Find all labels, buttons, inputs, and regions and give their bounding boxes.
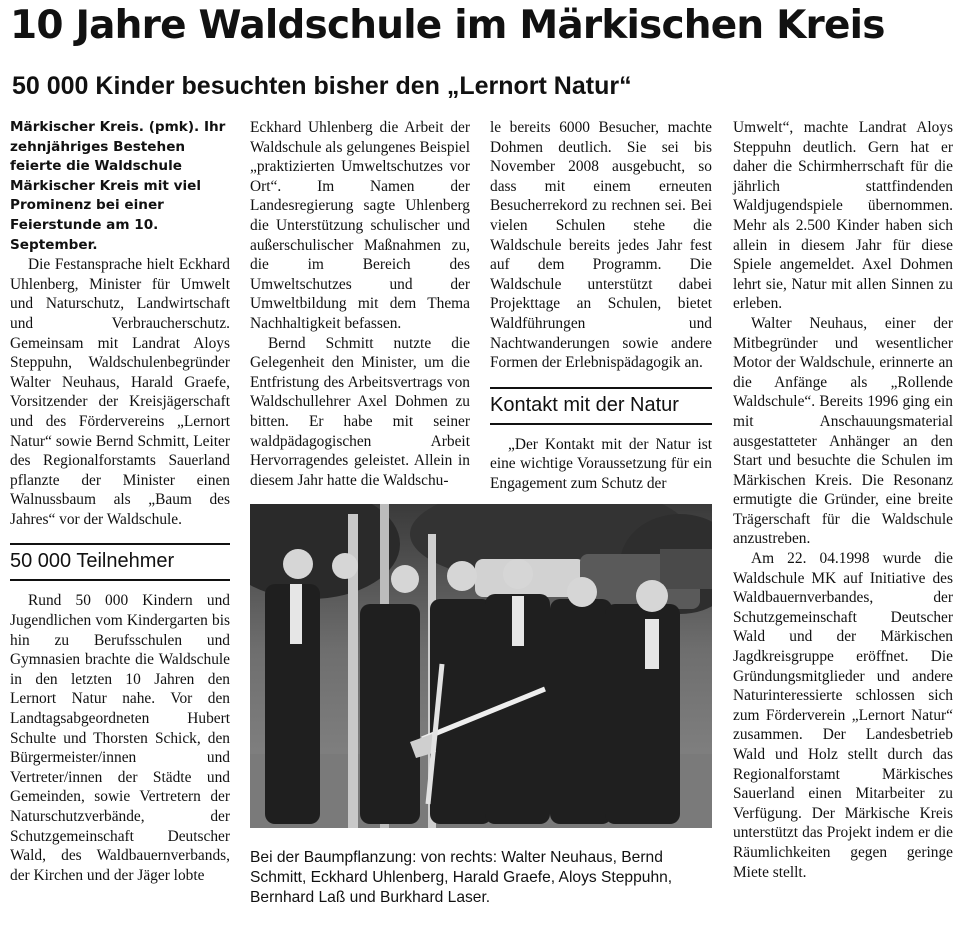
column-2 (250, 118, 470, 490)
body-paragraph: Umwelt“, machte Landrat Aloys Steppuhn deutlich. Gern hat er daher die Schirmherrschaft für die jährlich stattfindenden Waldjugendspiele übernommen. Mehr als 2.500 Kinder haben sich allein in diesem Jahr für diese Spiele angemeldet. Axel Dohmen lehrt sie, Natur mit allen Sinnen zu erleben. (733, 119, 953, 313)
section-heading-kontakt: Kontakt mit der Natur (490, 387, 712, 425)
body-paragraph: Rund 50 000 Kindern und Jugendlichen vom Kindergarten bis hin zu Berufsschulen und Gymnasien brachte die Waldschule in den letzten 10 Jahren den Lernort Natur nahe. Vor den Landtagsabgeordneten Hubert Schulte und Thorsten Schick, den Bürgermeister/innen und Vertreter/innen der Städte und Gemeinden, sowie Vertretern der Naturschutzverbände, der Schutzgemeinschaft Deutscher Wald, des Waldbauernverbands, der Kirchen und der Jäger lobte (10, 592, 230, 884)
body-paragraph: „Der Kontakt mit der Natur ist eine wichtige Voraussetzung für ein Engagement zum Schutz der (490, 435, 712, 492)
headline: 10 Jahre Waldschule im Märkischen Kreis (10, 3, 885, 48)
body-paragraph: Eckhard Uhlenberg die Arbeit der Waldschule als gelungenes Beispiel „praktizierten Umweltschutzes vor Ort“. Im Namen der Landesregierung sagte Uhlenberg die Unterstützung schulischer und außerschulischer Maßnahmen zu, die im Bereich des Umweltschutzes und der Umweltbildung mit dem Thema Nachhaltigkeit befassen. (250, 119, 470, 332)
section-heading-teilnehmer: 50 000 Teilnehmer (10, 543, 230, 581)
body-paragraph: Am 22. 04.1998 wurde die Waldschule MK auf Initiative des Waldbauernverbandes, der Schutzgemeinschaft Deutscher Wald und der Märkischen Jagdkreisgruppe eröffnet. Die Gründungsmitglieder und andere Naturinteressierte schlossen sich zum Förderverein „Lernort Natur“ zusammen. Der Landesbetrieb Wald und Holz stellt durch das Regionalforstamt Märkisches Sauerland einen Mitarbeiter zu Verfügung. Der Märkische Kreis unterstützt das Projekt indem er die Räumlichkeiten gegen geringe Miete stellt. (733, 550, 953, 881)
photo-caption: Bei der Baumpflanzung: von rechts: Walter Neuhaus, Bernd Schmitt, Eckhard Uhlenberg, Harald Graefe, Aloys Steppuhn, Bernhard Laß und Burkhard Laser. (250, 849, 673, 906)
column-1 (10, 118, 230, 885)
subheadline: 50 000 Kinder besuchten bisher den „Lernort Natur“ (12, 72, 632, 100)
body-paragraph: Bernd Schmitt nutzte die Gelegenheit den Minister, um die Entfristung des Arbeitsvertrags von Waldschullehrer Axel Dohmen zu bitten. Er habe mit seiner waldpädagogischen Arbeit Hervorragendes geleistet. Allein in diesem Jahr hatte die Waldschu- (250, 334, 470, 489)
tree-planting-photo (250, 504, 712, 828)
body-paragraph: le bereits 6000 Besucher, machte Dohmen deutlich. Sie sei bis November 2008 ausgebucht, so dass mit einem erneuten Besucherrekord zu rechnen sei. Bei vielen Schulen stehe die Waldschule bereits jedes Jahr fest auf dem Programm. Die Waldschule unterstützt dabei Projekttage an Schulen, bietet Waldführungen und Nachtwanderungen sowie andere Formen der Erlebnispädagogik an. (490, 119, 712, 372)
article-photo (250, 504, 712, 828)
body-paragraph: Die Festansprache hielt Eckhard Uhlenberg, Minister für Umwelt und Naturschutz, Landwirtschaft und Verbraucherschutz. Gemeinsam mit Landrat Aloys Steppuhn, Waldschulenbegründer Walter Neuhaus, Harald Graefe, Vorsitzender der Kreisjägerschaft und des Fördervereins „Lernort Natur“ sowie Bernd Schmitt, Leiter des Regionalforstamts Sauerland pflanzte der Minister einen Walnussbaum als „Baum des Jahres“ vor der Waldschule. (10, 256, 230, 528)
lead-paragraph: Märkischer Kreis. (pmk). Ihr zehnjähriges Bestehen feierte die Waldschule Märkischer Kreis mit viel Prominenz bei einer Feierstunde am 10. September. (10, 119, 226, 253)
column-3 (490, 118, 712, 494)
body-paragraph: Walter Neuhaus, einer der Mitbegründer und wesentlicher Motor der Waldschule, erinnerte an die Anfänge als „Rollende Waldschule“. Bereits 1996 ging ein mit Anschauungsmaterial ausgestatteter Anhänger an den Start und besuchte die Schulen im Märkischen Kreis. Die Resonanz ermutigte die Gründer, eine breite Trägerschaft für die Waldschule anzustreben. (733, 314, 953, 548)
column-4 (733, 118, 953, 882)
